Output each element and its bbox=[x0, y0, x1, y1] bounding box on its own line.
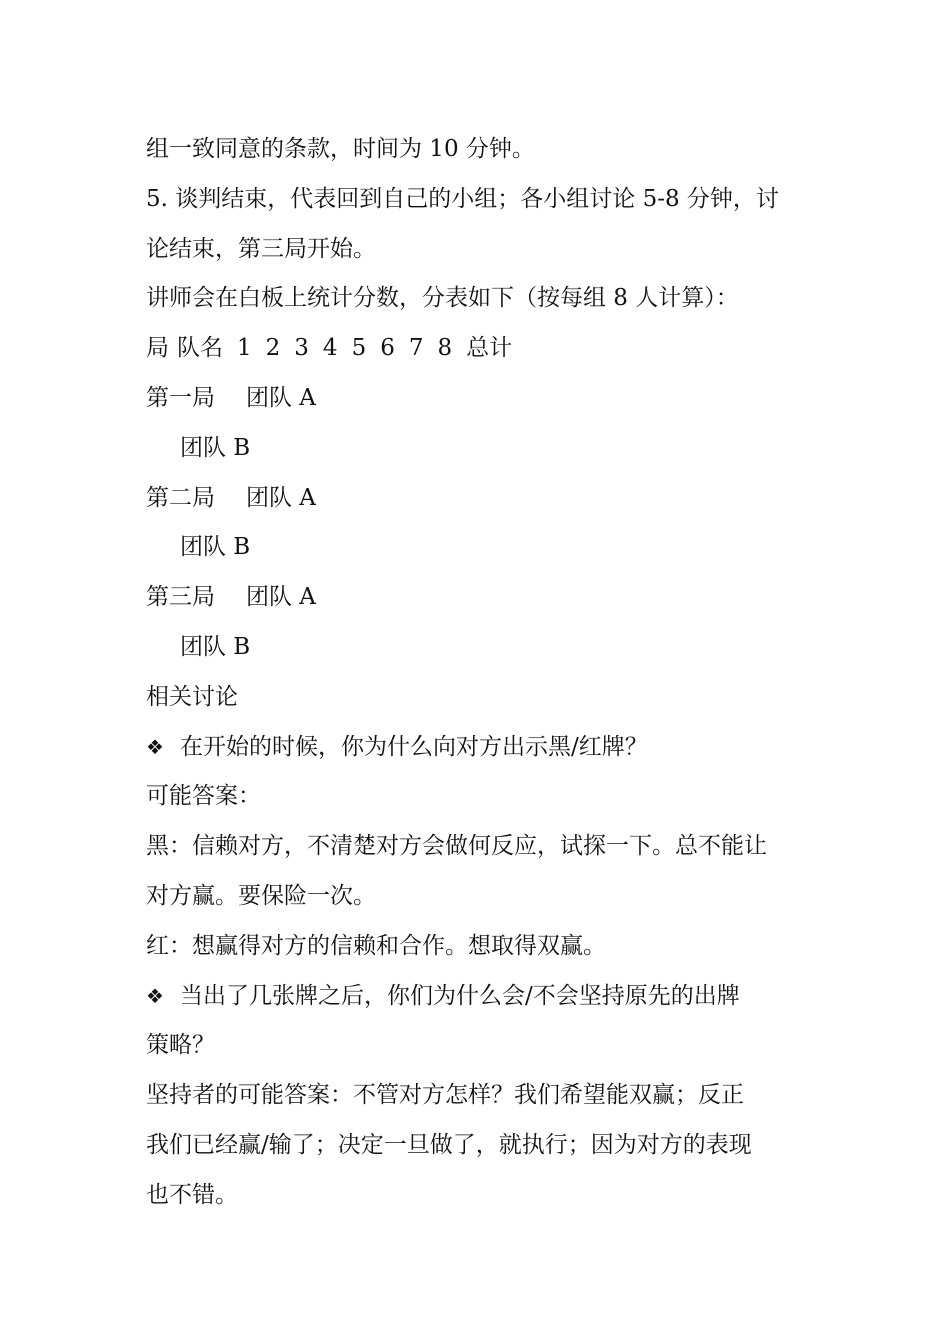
question-text: 在开始的时候，你为什么向对方出示黑/红牌？ bbox=[180, 733, 648, 760]
score-table-row bbox=[146, 474, 808, 524]
team-name: 团队 B bbox=[180, 633, 251, 660]
paragraph-line: 论结束，第三局开始。 bbox=[146, 235, 376, 262]
paragraph-line: 组一致同意的条款，时间为 10 分钟。 bbox=[146, 136, 535, 162]
score-table-header bbox=[146, 324, 808, 374]
table-header-cell: 总计 bbox=[466, 335, 513, 362]
table-header-cell: 队名 bbox=[177, 335, 223, 362]
document-page bbox=[146, 125, 808, 1221]
section-title: 相关讨论 bbox=[146, 683, 238, 710]
score-table-row bbox=[146, 523, 808, 573]
table-header-cell: 2 bbox=[265, 335, 281, 362]
team-name: 团队 A bbox=[246, 484, 316, 511]
paragraph-line: 5. 谈判结束，代表回到自己的小组；各小组讨论 5-8 分钟，讨 bbox=[146, 185, 779, 212]
paragraph-line: 对方赢。要保险一次。 bbox=[146, 882, 376, 909]
table-header-cell: 6 bbox=[380, 335, 395, 362]
team-name: 团队 B bbox=[180, 434, 251, 461]
team-name: 团队 A bbox=[246, 384, 316, 411]
table-header-cell: 4 bbox=[322, 335, 338, 362]
round-label: 第二局 bbox=[146, 484, 215, 511]
score-table-row bbox=[146, 623, 808, 673]
paragraph-line: 我们已经赢/输了；决定一旦做了，就执行；因为对方的表现 bbox=[146, 1131, 752, 1158]
diamond-bullet-icon: ❖ bbox=[146, 734, 164, 759]
table-header-cell: 8 bbox=[437, 335, 453, 362]
paragraph-line: 坚持者的可能答案：不管对方怎样？我们希望能双赢；反正 bbox=[146, 1082, 744, 1109]
score-table-row bbox=[146, 424, 808, 474]
table-header-cell: 3 bbox=[294, 335, 309, 362]
score-table-row bbox=[146, 374, 808, 424]
paragraph-line: 黑：信赖对方，不清楚对方会做何反应，试探一下。总不能让 bbox=[146, 833, 767, 860]
diamond-bullet-icon: ❖ bbox=[146, 983, 164, 1008]
paragraph-line: 策略？ bbox=[146, 1032, 215, 1059]
round-label: 第一局 bbox=[146, 384, 215, 411]
question-text: 当出了几张牌之后，你们为什么会/不会坚持原先的出牌 bbox=[180, 982, 740, 1009]
round-label: 第三局 bbox=[146, 584, 215, 611]
paragraph-line: 可能答案： bbox=[146, 783, 261, 810]
team-name: 团队 A bbox=[246, 584, 316, 611]
paragraph-line: 讲师会在白板上统计分数，分表如下（按每组 8 人计算）： bbox=[146, 285, 739, 312]
paragraph-line: 也不错。 bbox=[146, 1181, 238, 1208]
table-header-cell: 1 bbox=[237, 335, 252, 362]
table-header-cell: 局 bbox=[146, 335, 169, 362]
paragraph-line: 红：想赢得对方的信赖和合作。想取得双赢。 bbox=[146, 932, 606, 959]
bullet-question bbox=[146, 723, 808, 773]
team-name: 团队 B bbox=[180, 534, 251, 561]
score-table-row bbox=[146, 573, 808, 623]
table-header-cell: 7 bbox=[408, 335, 424, 362]
bullet-question bbox=[146, 972, 808, 1022]
table-header-cell: 5 bbox=[351, 335, 367, 362]
